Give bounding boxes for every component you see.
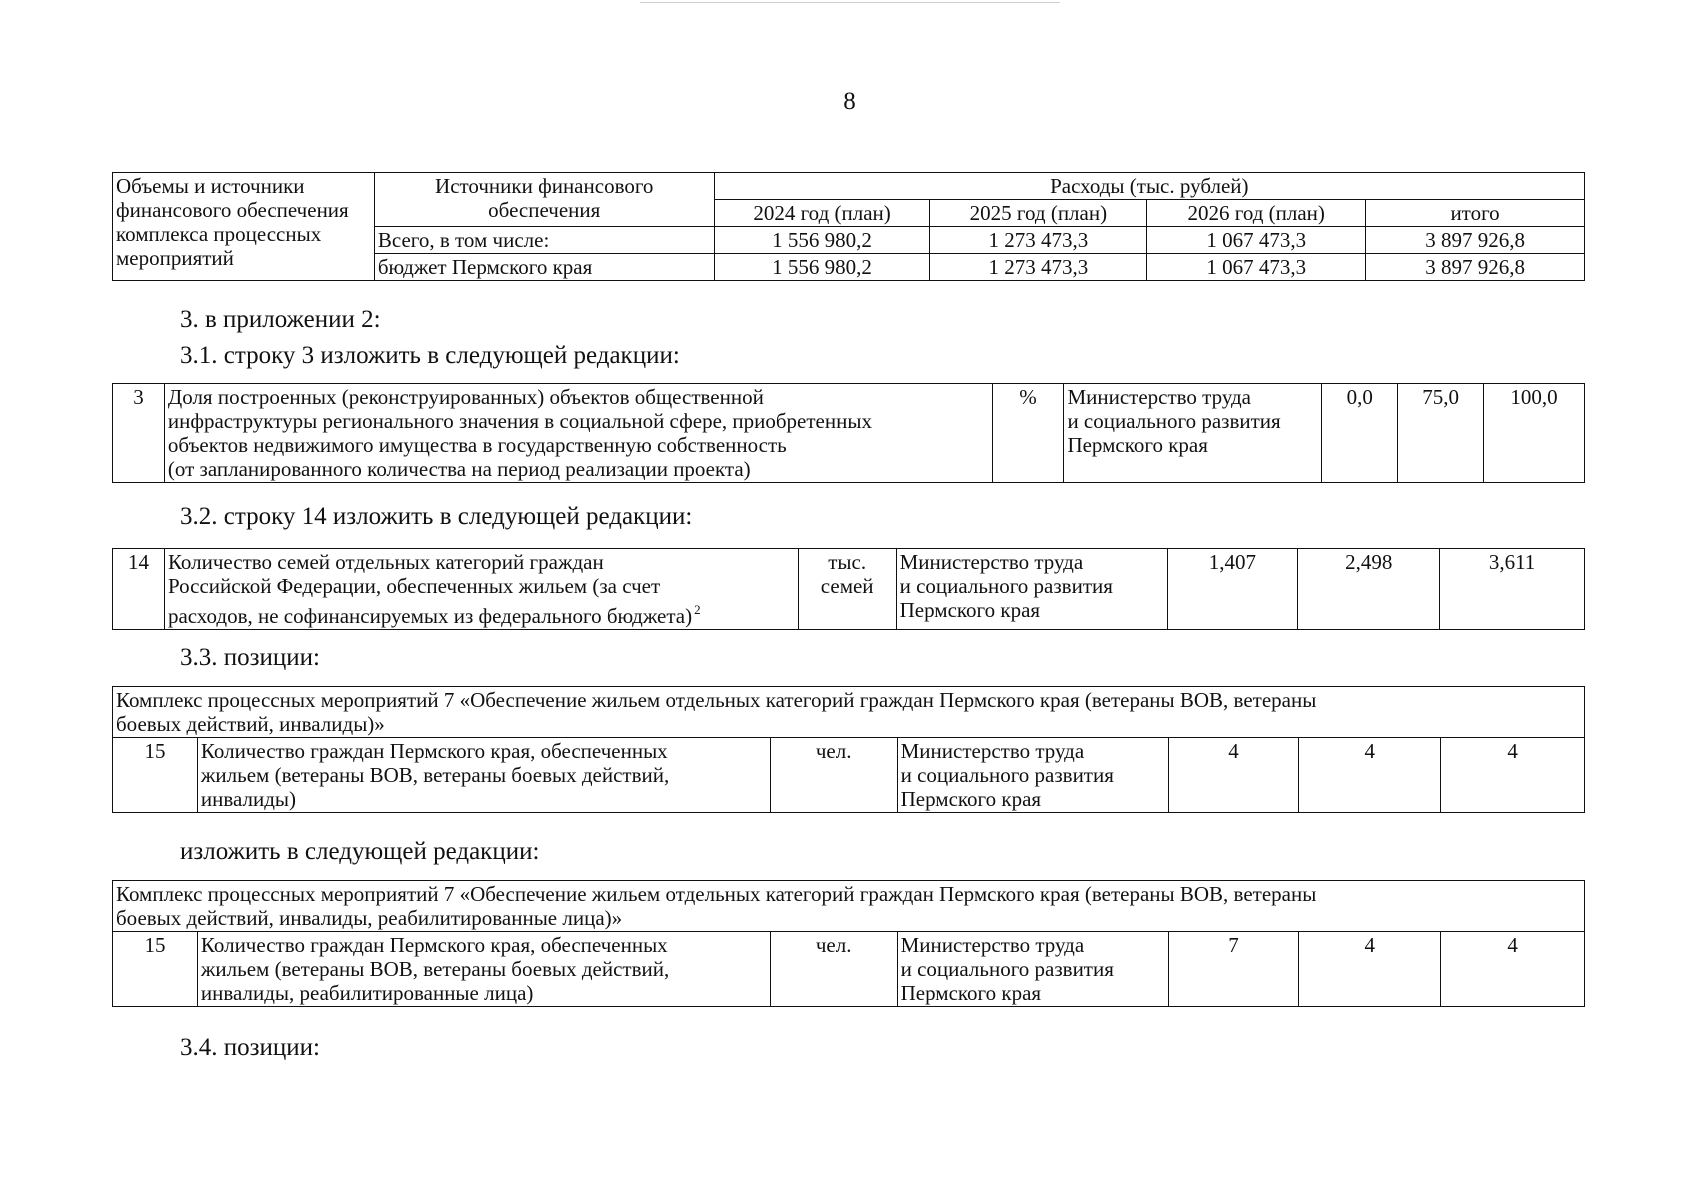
complex-header-line: боевых действий, инвалиды)» xyxy=(116,712,385,736)
value-cell: 4 xyxy=(1441,932,1585,1007)
value-cell: 3,611 xyxy=(1440,549,1585,630)
unit-cell: чел. xyxy=(770,932,897,1007)
indicator-line xyxy=(168,598,795,628)
ministry-line: Министерство труда xyxy=(900,933,1085,957)
ministry-line: Пермского края xyxy=(900,981,1042,1005)
indicator-name xyxy=(164,384,992,483)
value-cell: 1 556 980,2 xyxy=(714,227,930,254)
unit-cell xyxy=(798,549,896,630)
unit-cell: % xyxy=(992,384,1064,483)
ministry-cell xyxy=(897,738,1168,813)
indicator-line: жильем (ветераны ВОВ, ветераны боевых действий, xyxy=(200,763,670,787)
section-heading: 3.4. позиции: xyxy=(180,1034,320,1061)
section-heading: 3.2. строку 14 изложить в следующей редакции: xyxy=(180,503,693,530)
value-cell: 4 xyxy=(1441,738,1585,813)
complex-header-row xyxy=(113,881,1585,932)
indicator-line: (от запланированного количества на период реализации проекта) xyxy=(167,457,751,481)
indicator-line: инфраструктуры регионального значения в социальной сфере, приобретенных xyxy=(167,409,872,433)
ministry-cell xyxy=(897,932,1168,1007)
ministry-line: Пермского края xyxy=(900,787,1042,811)
value-cell: 7 xyxy=(1168,932,1299,1007)
new-positions-table xyxy=(112,880,1585,1007)
complex-header-line: Комплекс процессных мероприятий 7 «Обеспечение жильем отдельных категорий граждан Пермского края (ветераны ВОВ, ветераны xyxy=(116,882,1317,906)
section-heading: 3.3. позиции: xyxy=(180,644,320,671)
source-label: Всего, в том числе: xyxy=(374,227,714,254)
scan-artifact xyxy=(640,2,1060,3)
year-header: 2024 год (план) xyxy=(714,200,930,227)
table-row xyxy=(113,549,1585,630)
value-cell: 2,498 xyxy=(1298,549,1440,630)
table-row xyxy=(113,384,1585,483)
value-cell: 1 273 473,3 xyxy=(930,227,1147,254)
complex-header-line: боевых действий, инвалиды, реабилитированные лица)» xyxy=(116,906,623,930)
ministry-cell xyxy=(896,549,1167,630)
indicator-name xyxy=(197,738,770,813)
ministry-line: и социального развития xyxy=(900,763,1114,787)
unit-line: семей xyxy=(820,574,874,598)
year-header: 2026 год (план) xyxy=(1147,200,1366,227)
table-row xyxy=(113,738,1585,813)
ministry-line: и социального развития xyxy=(899,574,1113,598)
indicator-line: инвалиды) xyxy=(200,787,297,811)
indicator-name xyxy=(164,549,798,630)
indicator-line: Российской Федерации, обеспеченных жильем (за счет xyxy=(167,574,661,598)
row-number: 15 xyxy=(113,932,198,1007)
value-cell: 1 556 980,2 xyxy=(714,254,930,281)
value-cell: 3 897 926,8 xyxy=(1366,254,1585,281)
ministry-line: Министерство труда xyxy=(899,550,1084,574)
complex-header-row xyxy=(113,687,1585,738)
value-cell: 100,0 xyxy=(1484,384,1585,483)
expenses-header: Расходы (тыс. рублей) xyxy=(714,173,1584,200)
ministry-cell xyxy=(1064,384,1322,483)
value-cell: 1 273 473,3 xyxy=(930,254,1147,281)
ministry-line: Министерство труда xyxy=(1067,385,1252,409)
total-header: итого xyxy=(1366,200,1585,227)
ministry-line: Пермского края xyxy=(1067,433,1208,457)
indicator-line: жильем (ветераны ВОВ, ветераны боевых действий, xyxy=(200,957,670,981)
indicator-name xyxy=(197,932,770,1007)
unit-cell: чел. xyxy=(770,738,897,813)
finance-row-header: Объемы и источники финансового обеспечения комплекса процессных мероприятий xyxy=(113,173,375,281)
section-heading: 3.1. строку 3 изложить в следующей редакции: xyxy=(180,342,680,369)
unit-line: тыс. xyxy=(828,550,867,574)
indicator-line: инвалиды, реабилитированные лица) xyxy=(200,981,534,1005)
indicator-line: Доля построенных (реконструированных) объектов общественной xyxy=(167,385,764,409)
footnote-marker: 2 xyxy=(694,602,701,617)
table-row xyxy=(113,932,1585,1007)
value-cell: 4 xyxy=(1299,738,1441,813)
value-cell: 4 xyxy=(1299,932,1441,1007)
ministry-line: и социального развития xyxy=(1067,409,1281,433)
ministry-line: Министерство труда xyxy=(900,739,1085,763)
source-label: бюджет Пермского края xyxy=(374,254,714,281)
page-number: 8 xyxy=(843,88,856,115)
sources-header: Источники финансового обеспечения xyxy=(374,173,714,227)
value-cell: 1 067 473,3 xyxy=(1147,254,1366,281)
indicator-table-row3 xyxy=(112,383,1585,483)
indicator-line-text: расходов, не софинансируемых из федерального бюджета) xyxy=(167,604,693,628)
indicator-line: Количество граждан Пермского края, обеспеченных xyxy=(200,933,668,957)
value-cell: 3 897 926,8 xyxy=(1366,227,1585,254)
ministry-line: и социального развития xyxy=(900,957,1114,981)
row-number: 14 xyxy=(113,549,165,630)
value-cell: 0,0 xyxy=(1322,384,1398,483)
finance-table xyxy=(112,172,1585,281)
complex-header xyxy=(113,687,1585,738)
value-cell: 1 067 473,3 xyxy=(1147,227,1366,254)
value-cell: 4 xyxy=(1168,738,1299,813)
indicator-table-row14 xyxy=(112,548,1585,630)
year-header: 2025 год (план) xyxy=(930,200,1147,227)
section-heading: 3. в приложении 2: xyxy=(180,306,381,333)
section-heading: изложить в следующей редакции: xyxy=(180,838,540,865)
value-cell: 75,0 xyxy=(1398,384,1484,483)
row-number: 15 xyxy=(113,738,198,813)
complex-header xyxy=(113,881,1585,932)
value-cell: 1,407 xyxy=(1167,549,1298,630)
complex-header-line: Комплекс процессных мероприятий 7 «Обеспечение жильем отдельных категорий граждан Пермского края (ветераны ВОВ, ветераны xyxy=(116,688,1317,712)
indicator-line: объектов недвижимого имущества в государственную собственность xyxy=(167,433,787,457)
old-positions-table xyxy=(112,686,1585,813)
ministry-line: Пермского края xyxy=(899,598,1041,622)
indicator-line: Количество семей отдельных категорий граждан xyxy=(167,550,604,574)
row-number: 3 xyxy=(113,384,165,483)
indicator-line: Количество граждан Пермского края, обеспеченных xyxy=(200,739,668,763)
